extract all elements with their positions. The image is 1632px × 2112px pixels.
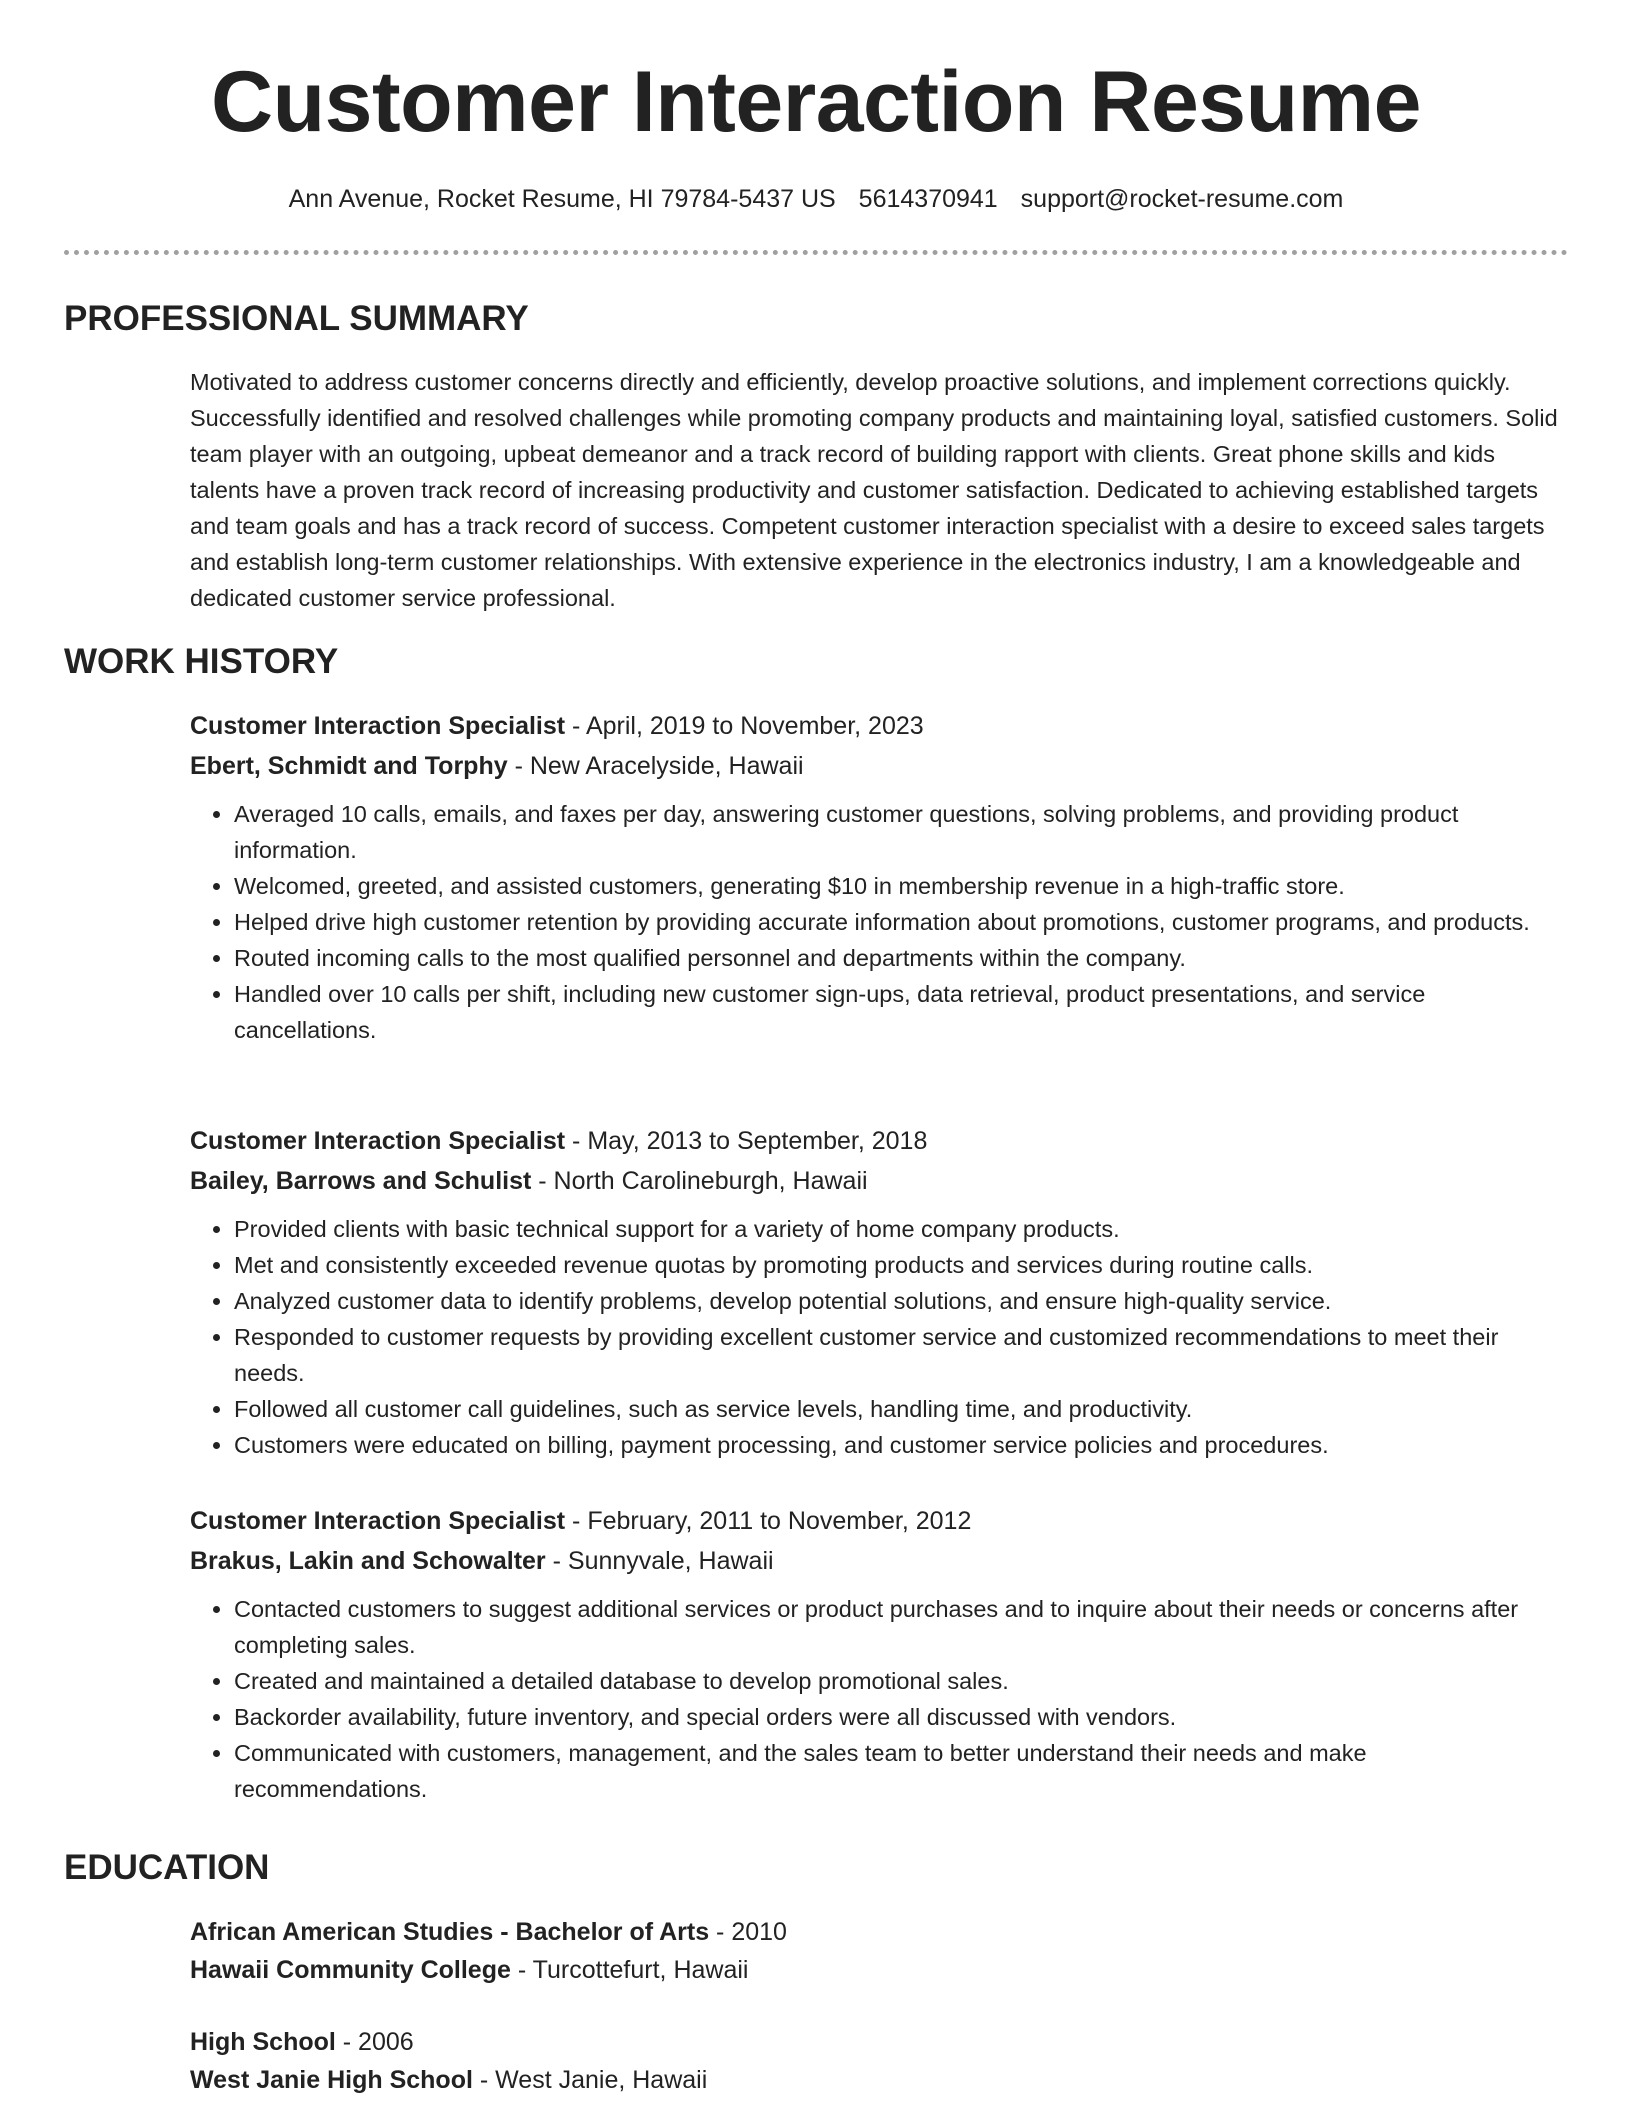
resume-title: Customer Interaction Resume <box>211 54 1421 150</box>
job-company-line <box>190 1541 1560 1581</box>
job-bullet: • Provided clients with basic technical support for a variety of home company products. <box>234 1211 1560 1247</box>
education-school: Hawaii Community College <box>190 1956 511 1984</box>
job-company-line <box>190 1161 1560 1201</box>
job-dates: - April, 2019 to November, 2023 <box>565 712 924 740</box>
job-title-line <box>190 706 1560 746</box>
education-heading: EDUCATION <box>64 1848 270 1887</box>
job-bullet: • Created and maintained a detailed database to develop promotional sales. <box>234 1663 1560 1699</box>
summary-heading: PROFESSIONAL SUMMARY <box>64 299 529 338</box>
job-title-line <box>190 1501 1560 1541</box>
job-bullet: • Routed incoming calls to the most qualified personnel and departments within the company. <box>234 940 1560 976</box>
job-bullet: • Followed all customer call guidelines, such as service levels, handling time, and productivity. <box>234 1391 1560 1427</box>
job-location: - Sunnyvale, Hawaii <box>545 1547 774 1575</box>
job-company: Ebert, Schmidt and Torphy <box>190 752 508 780</box>
job-title: Customer Interaction Specialist <box>190 1127 566 1155</box>
education-entry <box>190 2023 1560 2099</box>
contact-address: Ann Avenue, Rocket Resume, HI 79784-5437 US <box>288 185 836 213</box>
education-location: - Turcottefurt, Hawaii <box>510 1956 749 1984</box>
job-bullets <box>190 796 1560 1048</box>
job-entry <box>190 1501 1560 1807</box>
education-school-line <box>190 1951 1560 1989</box>
contact-phone[interactable]: 5614370941 <box>858 185 998 213</box>
job-entry <box>190 706 1560 1048</box>
work-history-heading: WORK HISTORY <box>64 642 339 681</box>
education-school-line <box>190 2061 1560 2099</box>
education-location: - West Janie, Hawaii <box>472 2066 708 2094</box>
job-dates: - May, 2013 to September, 2018 <box>565 1127 928 1155</box>
job-title-line <box>190 1121 1560 1161</box>
job-company: Bailey, Barrows and Schulist <box>190 1167 532 1195</box>
header-divider <box>64 250 1568 255</box>
education-school: West Janie High School <box>190 2066 473 2094</box>
education-degree-line <box>190 2023 1560 2061</box>
job-location: - North Carolineburgh, Hawaii <box>531 1167 868 1195</box>
summary-text: Motivated to address customer concerns directly and efficiently, develop proactive solutions, and implement corrections quickly. Successfully identified and resolved challenges while promoting company products and maintaining loyal, satisfied customers. Solid team player with an outgoing, upbeat demeanor and a track record of building rapport with clients. Great phone skills and kids talents have a proven track record of increasing productivity and customer satisfaction. Dedicated to achieving established targets and team goals and has a track record of success. Competent customer interaction specialist with a desire to exceed sales targets and establish long-term customer relationships. With extensive experience in the electronics industry, I am a knowledgeable and dedicated customer service professional. <box>190 369 1558 611</box>
job-bullet: • Met and consistently exceeded revenue quotas by promoting products and services during routine calls. <box>234 1247 1560 1283</box>
job-entry <box>190 1121 1560 1463</box>
education-degree: African American Studies - Bachelor of Arts <box>190 1918 710 1946</box>
education-entry <box>190 1913 1560 1989</box>
job-bullets <box>190 1591 1560 1807</box>
job-bullet: • Contacted customers to suggest additional services or product purchases and to inquire about their needs or concerns after completing sales. <box>234 1591 1560 1663</box>
education-year: - 2006 <box>335 2028 414 2056</box>
job-dates: - February, 2011 to November, 2012 <box>565 1507 972 1535</box>
contact-line <box>0 181 1632 217</box>
education-degree-line <box>190 1913 1560 1951</box>
job-company: Brakus, Lakin and Schowalter <box>190 1547 546 1575</box>
job-bullet: • Handled over 10 calls per shift, including new customer sign-ups, data retrieval, product presentations, and service cancellations. <box>234 976 1560 1048</box>
job-bullet: • Responded to customer requests by providing excellent customer service and customized recommendations to meet their needs. <box>234 1319 1560 1391</box>
job-location: - New Aracelyside, Hawaii <box>507 752 804 780</box>
job-company-line <box>190 746 1560 786</box>
job-bullet: • Backorder availability, future inventory, and special orders were all discussed with vendors. <box>234 1699 1560 1735</box>
contact-email[interactable]: support@rocket-resume.com <box>1020 185 1344 213</box>
job-bullet: • Welcomed, greeted, and assisted customers, generating $10 in membership revenue in a high-traffic store. <box>234 868 1560 904</box>
job-bullet: • Averaged 10 calls, emails, and faxes per day, answering customer questions, solving problems, and providing product information. <box>234 796 1560 868</box>
job-bullets <box>190 1211 1560 1463</box>
job-bullet: • Customers were educated on billing, payment processing, and customer service policies and procedures. <box>234 1427 1560 1463</box>
job-bullet: • Helped drive high customer retention by providing accurate information about promotions, customer programs, and products. <box>234 904 1560 940</box>
job-title: Customer Interaction Specialist <box>190 712 566 740</box>
job-bullet: • Analyzed customer data to identify problems, develop potential solutions, and ensure high-quality service. <box>234 1283 1560 1319</box>
education-degree: High School <box>190 2028 336 2056</box>
education-year: - 2010 <box>709 1918 787 1946</box>
job-bullet: • Communicated with customers, management, and the sales team to better understand their needs and make recommendations. <box>234 1735 1560 1807</box>
job-title: Customer Interaction Specialist <box>190 1507 566 1535</box>
